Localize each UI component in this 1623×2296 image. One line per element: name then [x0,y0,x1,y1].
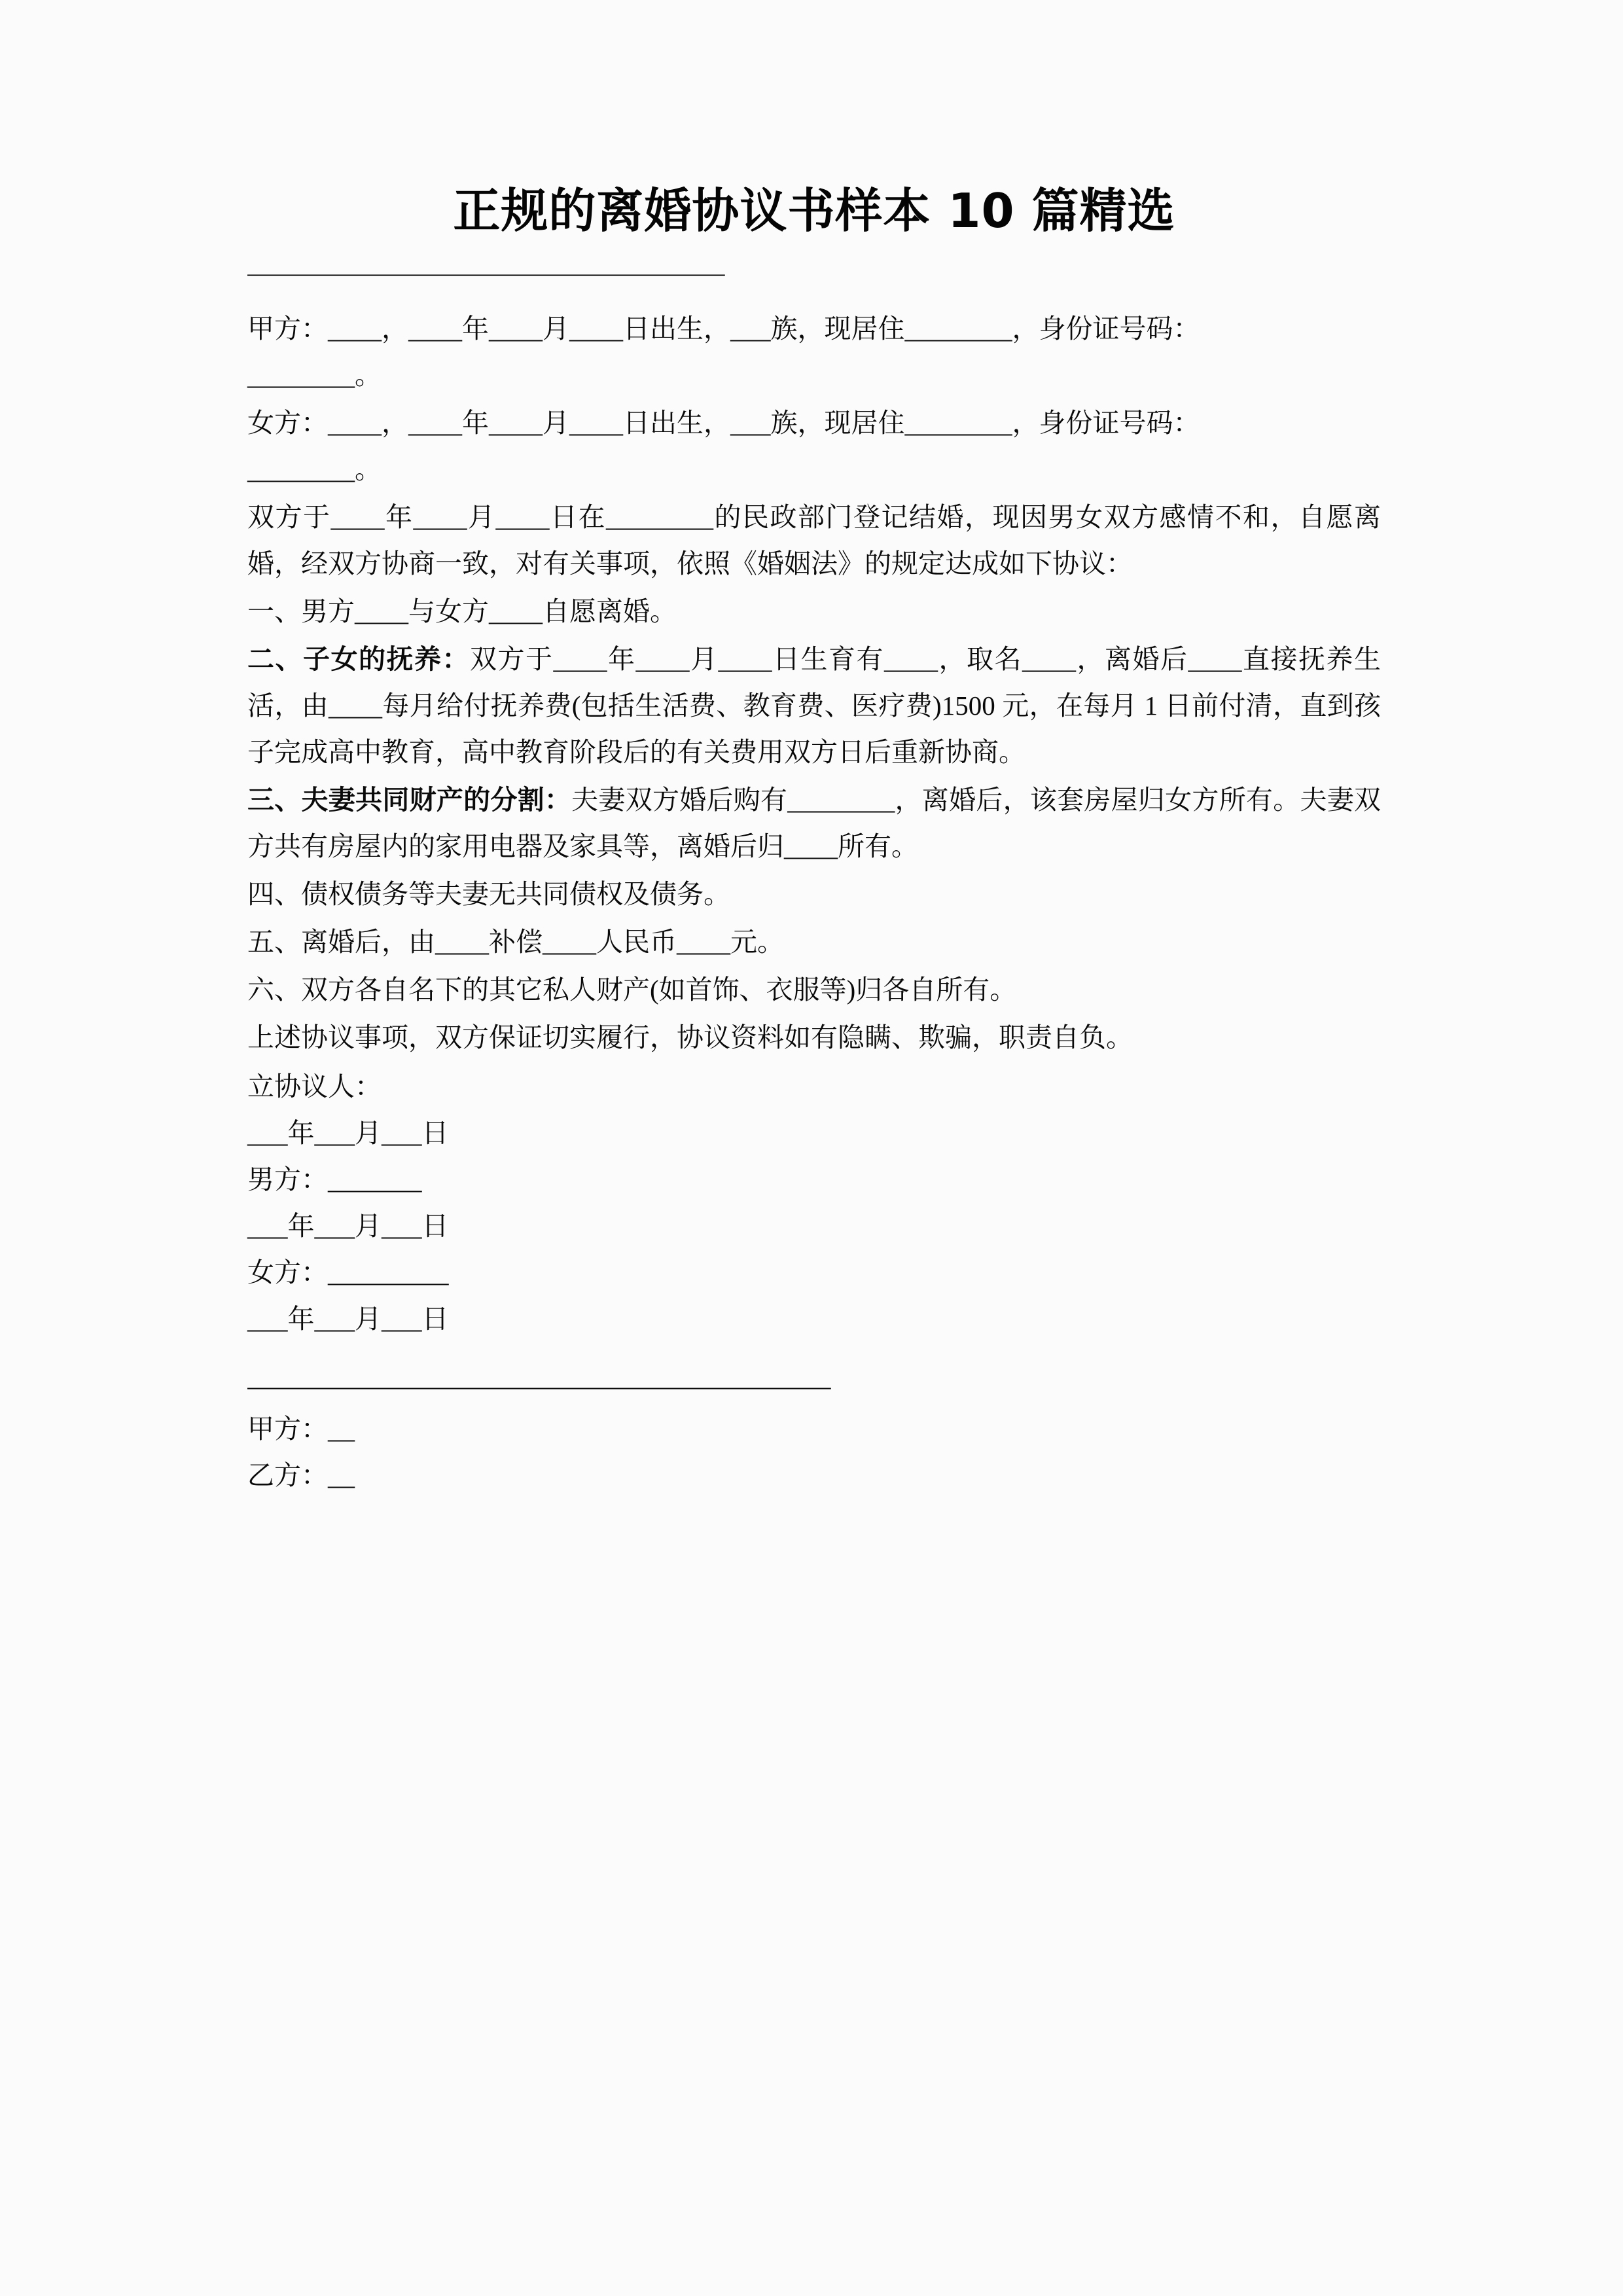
signature-date-line-2: ___年___月___日 [247,1211,449,1242]
document-content [247,0,1381,1499]
signatories-heading: 立协议人： [247,1071,382,1102]
party-a-line: 甲方：____，____年____月____日出生，___族，现居住________，身份证号码： [247,314,1200,344]
clause-2-text: 双方于____年____月____日生育有____，取名____，离婚后____直接抚养生活，由____每月给付抚养费(包括生活费、教育费、医疗费)1500 元，在每月 1 日前付清，直到孩子完成高中教育，高中教育阶段后的有关费用双方日后重新协商。 [247,644,1381,768]
page-title: 正规的离婚协议书样本 10 篇精选 [453,183,1175,238]
clause-3 [247,776,1381,870]
divider-top: —————————————————— [247,257,724,288]
clause-5-text: 五、离婚后，由____补偿____人民币____元。 [247,927,784,958]
footer-party-b: 乙方：__ [247,1460,355,1491]
footer-party-a: 甲方：__ [247,1414,355,1444]
signature-date-line-1: ___年___月___日 [247,1118,449,1149]
clause-2 [247,635,1381,776]
clause-3-heading: 三、夫妻共同财产的分割： [247,785,572,816]
male-signature-line: 男方：_______ [247,1164,422,1195]
party-b-line: 女方：____，____年____月____日出生，___族，现居住________，身份证号码： [247,408,1200,439]
clause-4-text: 四、债权债务等夫妻无共同债权及债务。 [247,879,730,910]
clause-1 [247,587,1381,635]
party-a-id-continuation: ________。 [247,360,382,391]
clause-5 [247,918,1381,965]
clause-6-text: 六、双方各自名下的其它私人财产(如首饰、衣服等)归各自所有。 [247,975,1017,1005]
clause-4 [247,870,1381,918]
signature-date-line-3: ___年___月___日 [247,1304,449,1335]
closing-statement: 上述协议事项，双方保证切实履行，协议资料如有隐瞒、欺骗，职责自负。 [247,1022,1133,1053]
clause-2-heading: 二、子女的抚养： [247,644,470,675]
party-b-id-continuation: ________。 [247,454,382,485]
female-signature-line: 女方：_________ [247,1257,449,1288]
clause-1-text: 一、男方____与女方____自愿离婚。 [247,596,677,627]
clause-6 [247,965,1381,1013]
clause-3-text: 夫妻双方婚后购有________，离婚后，该套房屋归女方所有。夫妻双方共有房屋内的家用电器及家具等，离婚后归____所有。 [247,785,1382,862]
divider-bottom: —————————————————————— [247,1371,830,1401]
marriage-registration-paragraph: 双方于____年____月____日在________的民政部门登记结婚，现因男女双方感情不和，自愿离婚，经双方协商一致，对有关事项，依照《婚姻法》的规定达成如下协议： [247,502,1381,579]
